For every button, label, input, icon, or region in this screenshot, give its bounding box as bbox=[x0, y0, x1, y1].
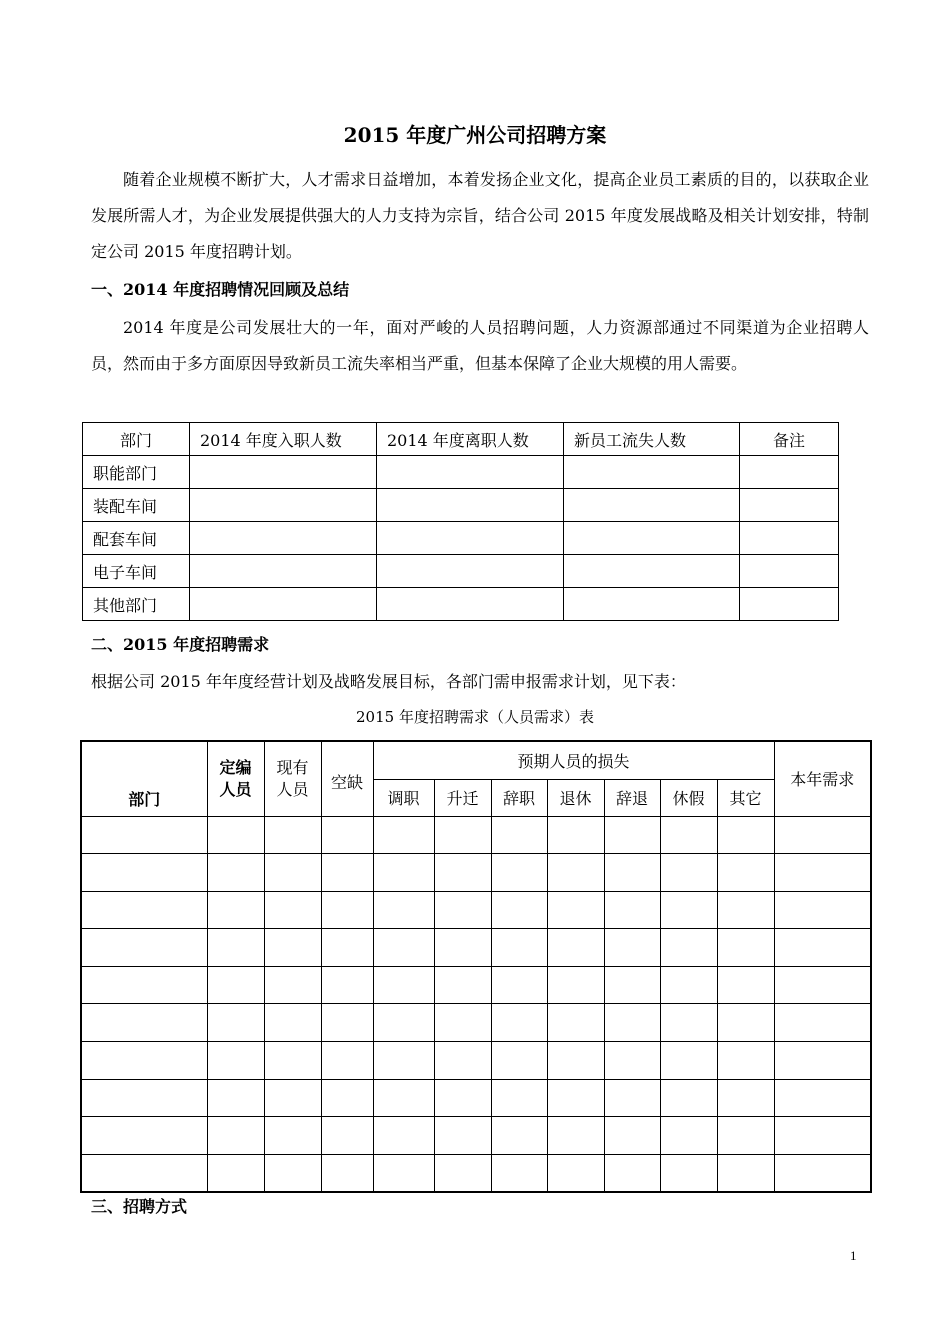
header-dismiss: 辞退 bbox=[604, 779, 660, 816]
table-cell[interactable] bbox=[491, 1154, 547, 1192]
table-cell[interactable] bbox=[604, 1004, 660, 1042]
table-cell[interactable] bbox=[774, 966, 871, 1004]
table-cell[interactable] bbox=[207, 854, 264, 892]
table-cell[interactable] bbox=[547, 966, 604, 1004]
table-cell[interactable] bbox=[264, 1079, 321, 1117]
table-cell[interactable] bbox=[717, 816, 774, 854]
demand-table-caption: 2015 年度招聘需求（人员需求）表 bbox=[356, 708, 594, 726]
table-cell[interactable] bbox=[774, 1117, 871, 1155]
header-current-line1: 现有 bbox=[276, 757, 309, 777]
table-row bbox=[81, 929, 871, 967]
table-cell[interactable] bbox=[264, 1042, 321, 1080]
table-cell[interactable] bbox=[373, 1079, 434, 1117]
table-cell[interactable] bbox=[81, 1079, 207, 1117]
table-cell[interactable] bbox=[660, 1079, 717, 1117]
table-cell[interactable] bbox=[774, 816, 871, 854]
header-hired-2014: 2014 年度入职人数 bbox=[190, 423, 377, 456]
table-cell[interactable] bbox=[604, 966, 660, 1004]
table-cell[interactable] bbox=[547, 1079, 604, 1117]
demand-table-body bbox=[81, 816, 871, 1192]
table-cell[interactable] bbox=[547, 854, 604, 892]
table-cell[interactable] bbox=[660, 1042, 717, 1080]
table-cell[interactable] bbox=[434, 966, 491, 1004]
table-cell[interactable] bbox=[717, 1079, 774, 1117]
table-cell[interactable] bbox=[491, 929, 547, 967]
table-row bbox=[81, 854, 871, 892]
table-cell[interactable] bbox=[321, 1117, 373, 1155]
table-cell[interactable] bbox=[660, 1117, 717, 1155]
table-cell[interactable] bbox=[81, 1154, 207, 1192]
table-cell[interactable] bbox=[264, 966, 321, 1004]
table-cell[interactable] bbox=[774, 854, 871, 892]
table-cell[interactable] bbox=[377, 456, 564, 489]
table-cell[interactable] bbox=[373, 929, 434, 967]
table-cell[interactable] bbox=[434, 1079, 491, 1117]
header-transfer: 调职 bbox=[373, 779, 434, 816]
hiring-demand-table bbox=[80, 740, 872, 1193]
table-cell[interactable] bbox=[190, 555, 377, 588]
table-cell[interactable] bbox=[660, 966, 717, 1004]
table-cell[interactable] bbox=[434, 1004, 491, 1042]
table-row bbox=[83, 588, 839, 621]
table-cell[interactable] bbox=[377, 555, 564, 588]
table-cell[interactable] bbox=[604, 1154, 660, 1192]
table-cell[interactable] bbox=[740, 522, 839, 555]
table-cell[interactable] bbox=[491, 891, 547, 929]
row-label: 职能部门 bbox=[83, 456, 190, 489]
table-row bbox=[83, 489, 839, 522]
table-cell[interactable] bbox=[207, 929, 264, 967]
table-cell[interactable] bbox=[660, 1004, 717, 1042]
table-cell[interactable] bbox=[190, 588, 377, 621]
table-cell[interactable] bbox=[604, 1079, 660, 1117]
table-cell[interactable] bbox=[81, 1042, 207, 1080]
header-annual-demand: 本年需求 bbox=[774, 741, 871, 816]
table-cell[interactable] bbox=[81, 1117, 207, 1155]
table-cell[interactable] bbox=[377, 588, 564, 621]
table-cell[interactable] bbox=[207, 966, 264, 1004]
table-cell[interactable] bbox=[434, 1042, 491, 1080]
table-cell[interactable] bbox=[564, 555, 740, 588]
table-row bbox=[81, 1079, 871, 1117]
header-promotion: 升迁 bbox=[434, 779, 491, 816]
table-cell[interactable] bbox=[547, 929, 604, 967]
table-cell[interactable] bbox=[717, 891, 774, 929]
table-header-row bbox=[83, 423, 839, 456]
table-cell[interactable] bbox=[660, 1154, 717, 1192]
table-cell[interactable] bbox=[717, 1154, 774, 1192]
table-cell[interactable] bbox=[660, 854, 717, 892]
table-cell[interactable] bbox=[321, 1042, 373, 1080]
table-cell[interactable] bbox=[547, 1004, 604, 1042]
header-dept: 部门 bbox=[81, 741, 207, 816]
table-cell[interactable] bbox=[373, 854, 434, 892]
table-cell[interactable] bbox=[660, 816, 717, 854]
table-cell[interactable] bbox=[81, 966, 207, 1004]
table-cell[interactable] bbox=[547, 1042, 604, 1080]
table-cell[interactable] bbox=[740, 588, 839, 621]
header-other: 其它 bbox=[717, 779, 774, 816]
table-row bbox=[81, 816, 871, 854]
table-cell[interactable] bbox=[264, 854, 321, 892]
table-cell[interactable] bbox=[321, 1004, 373, 1042]
table-cell[interactable] bbox=[373, 1154, 434, 1192]
table-cell[interactable] bbox=[564, 522, 740, 555]
table-cell[interactable] bbox=[207, 1079, 264, 1117]
header-staffing-line1: 定编 bbox=[219, 757, 252, 777]
header-remarks: 备注 bbox=[740, 423, 839, 456]
header-current-line2: 人员 bbox=[276, 779, 309, 799]
table-cell[interactable] bbox=[717, 1042, 774, 1080]
table-cell[interactable] bbox=[207, 1117, 264, 1155]
table-cell[interactable] bbox=[717, 929, 774, 967]
table-cell[interactable] bbox=[264, 1117, 321, 1155]
table-cell[interactable] bbox=[774, 1154, 871, 1192]
page-number: 1 bbox=[850, 1248, 857, 1263]
table-cell[interactable] bbox=[491, 966, 547, 1004]
table-row bbox=[81, 1042, 871, 1080]
intro-paragraph: 随着企业规模不断扩大，人才需求日益增加，本着发扬企业文化，提高企业员工素质的目的，以获取企业发展所需人才，为企业发展提供强大的人力支持为宗旨，结合公司 2015 年度发展战略及相关计划安排，特制定公司 2015 年度招聘计划。 bbox=[91, 170, 869, 261]
table-cell[interactable] bbox=[774, 929, 871, 967]
header-vacancy: 空缺 bbox=[321, 741, 373, 816]
table-cell[interactable] bbox=[604, 854, 660, 892]
table-cell[interactable] bbox=[491, 1117, 547, 1155]
header-left-2014: 2014 年度离职人数 bbox=[377, 423, 564, 456]
section2-body: 根据公司 2015 年年度经营计划及战略发展目标，各部门需申报需求计划，见下表： bbox=[91, 672, 686, 691]
table-cell[interactable] bbox=[264, 816, 321, 854]
table-row bbox=[83, 555, 839, 588]
header-new-staff-loss: 新员工流失人数 bbox=[564, 423, 740, 456]
table-cell[interactable] bbox=[740, 489, 839, 522]
table-cell[interactable] bbox=[373, 816, 434, 854]
table-cell[interactable] bbox=[564, 489, 740, 522]
table-cell[interactable] bbox=[774, 1004, 871, 1042]
table-cell[interactable] bbox=[321, 816, 373, 854]
table-cell[interactable] bbox=[81, 816, 207, 854]
table-cell[interactable] bbox=[434, 854, 491, 892]
table-cell[interactable] bbox=[774, 1042, 871, 1080]
page-title: 2015 年度广州公司招聘方案 bbox=[343, 123, 607, 147]
header-dept: 部门 bbox=[83, 423, 190, 456]
table-cell[interactable] bbox=[740, 555, 839, 588]
table-cell[interactable] bbox=[717, 854, 774, 892]
table-cell[interactable] bbox=[81, 929, 207, 967]
table-cell[interactable] bbox=[207, 891, 264, 929]
table-cell[interactable] bbox=[321, 1079, 373, 1117]
table-row bbox=[81, 966, 871, 1004]
table-cell[interactable] bbox=[547, 891, 604, 929]
table-cell[interactable] bbox=[377, 489, 564, 522]
header-retire: 退休 bbox=[547, 779, 604, 816]
header-current bbox=[264, 741, 321, 816]
table-cell[interactable] bbox=[491, 854, 547, 892]
table-cell[interactable] bbox=[564, 588, 740, 621]
section3-heading: 三、招聘方式 bbox=[91, 1197, 188, 1216]
table-cell[interactable] bbox=[321, 1154, 373, 1192]
header-staffing-line2: 人员 bbox=[219, 779, 252, 799]
table-cell[interactable] bbox=[207, 816, 264, 854]
table-cell[interactable] bbox=[373, 1004, 434, 1042]
table-cell[interactable] bbox=[434, 816, 491, 854]
table-cell[interactable] bbox=[373, 1042, 434, 1080]
table-cell[interactable] bbox=[434, 1117, 491, 1155]
table-cell[interactable] bbox=[373, 891, 434, 929]
table-cell[interactable] bbox=[717, 966, 774, 1004]
table-cell[interactable] bbox=[491, 1042, 547, 1080]
table-cell[interactable] bbox=[774, 1079, 871, 1117]
table-cell[interactable] bbox=[547, 1154, 604, 1192]
row-label: 其他部门 bbox=[83, 588, 190, 621]
table-row bbox=[83, 456, 839, 489]
section1-body: 2014 年度是公司发展壮大的一年，面对严峻的人员招聘问题，人力资源部通过不同渠道为企业招聘人员，然而由于多方面原因导致新员工流失率相当严重，但基本保障了企业大规模的用人需要。 bbox=[91, 318, 869, 373]
table-cell[interactable] bbox=[190, 456, 377, 489]
table-cell[interactable] bbox=[717, 1117, 774, 1155]
row-label: 电子车间 bbox=[83, 555, 190, 588]
table-cell[interactable] bbox=[264, 891, 321, 929]
table-cell[interactable] bbox=[264, 1154, 321, 1192]
table-cell[interactable] bbox=[321, 854, 373, 892]
table-cell[interactable] bbox=[321, 929, 373, 967]
table-cell[interactable] bbox=[434, 891, 491, 929]
table-cell[interactable] bbox=[321, 891, 373, 929]
section2-heading: 二、2015 年度招聘需求 bbox=[91, 635, 270, 654]
table-cell[interactable] bbox=[190, 489, 377, 522]
table-cell[interactable] bbox=[547, 1117, 604, 1155]
table-cell[interactable] bbox=[321, 966, 373, 1004]
table-cell[interactable] bbox=[377, 522, 564, 555]
header-resign: 辞职 bbox=[491, 779, 547, 816]
table-cell[interactable] bbox=[491, 1079, 547, 1117]
row-label: 配套车间 bbox=[83, 522, 190, 555]
table-cell[interactable] bbox=[491, 816, 547, 854]
table-cell[interactable] bbox=[660, 929, 717, 967]
table-cell[interactable] bbox=[547, 816, 604, 854]
hiring-review-table bbox=[82, 422, 839, 621]
table-cell[interactable] bbox=[207, 1154, 264, 1192]
table-cell[interactable] bbox=[491, 1004, 547, 1042]
header-staffing bbox=[207, 741, 264, 816]
table-cell[interactable] bbox=[434, 929, 491, 967]
table-cell[interactable] bbox=[604, 1117, 660, 1155]
section1-heading: 一、2014 年度招聘情况回顾及总结 bbox=[91, 280, 350, 299]
table-cell[interactable] bbox=[564, 456, 740, 489]
table-row bbox=[81, 1117, 871, 1155]
row-label: 装配车间 bbox=[83, 489, 190, 522]
table-cell[interactable] bbox=[81, 854, 207, 892]
table-row bbox=[81, 1154, 871, 1192]
table-row bbox=[81, 1004, 871, 1042]
table-cell[interactable] bbox=[740, 456, 839, 489]
table-cell[interactable] bbox=[207, 1042, 264, 1080]
table-cell[interactable] bbox=[81, 891, 207, 929]
table-row bbox=[81, 891, 871, 929]
table-cell[interactable] bbox=[207, 1004, 264, 1042]
table-cell[interactable] bbox=[604, 891, 660, 929]
table-row bbox=[83, 522, 839, 555]
table-cell[interactable] bbox=[774, 891, 871, 929]
table-cell[interactable] bbox=[434, 1154, 491, 1192]
table-cell[interactable] bbox=[264, 929, 321, 967]
table-cell[interactable] bbox=[660, 891, 717, 929]
header-leave: 休假 bbox=[660, 779, 717, 816]
table-header-row bbox=[81, 741, 871, 779]
table-cell[interactable] bbox=[373, 966, 434, 1004]
table-cell[interactable] bbox=[264, 1004, 321, 1042]
table-cell[interactable] bbox=[190, 522, 377, 555]
table-cell[interactable] bbox=[604, 1042, 660, 1080]
table-cell[interactable] bbox=[717, 1004, 774, 1042]
table-cell[interactable] bbox=[604, 929, 660, 967]
table-cell[interactable] bbox=[81, 1004, 207, 1042]
header-expected-loss: 预期人员的损失 bbox=[373, 741, 774, 779]
table-cell[interactable] bbox=[373, 1117, 434, 1155]
table-cell[interactable] bbox=[604, 816, 660, 854]
